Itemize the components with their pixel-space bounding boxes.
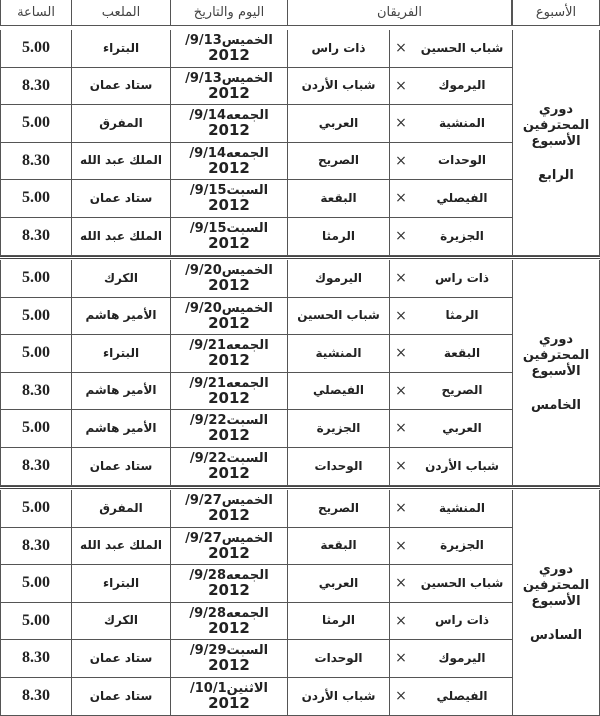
versus-mark: × <box>390 218 412 257</box>
kickoff-time: 8.30 <box>0 373 72 411</box>
match-day-month: 9/15/ <box>190 183 227 198</box>
match-day: الجمعه <box>226 568 269 583</box>
away-team: الصريح <box>288 490 390 528</box>
match-day-month: 9/22/ <box>190 413 227 428</box>
match-day: الاثنين <box>227 681 268 696</box>
match-day: الجمعه <box>226 146 269 161</box>
match-day-month: 9/28/ <box>189 568 226 583</box>
away-team: الجزيرة <box>288 410 390 448</box>
match-day: الخميس <box>222 263 273 278</box>
block-separator <box>0 486 600 489</box>
match-date <box>171 640 288 678</box>
venue: البتراء <box>72 335 171 373</box>
match-day-month: 9/22/ <box>190 451 227 466</box>
versus-mark: × <box>390 335 412 373</box>
home-team: اليرموك <box>412 640 512 678</box>
versus-mark: × <box>390 180 412 218</box>
header-week: الأسبوع <box>512 0 600 26</box>
match-date <box>171 298 288 336</box>
match-year: 2012 <box>208 48 250 62</box>
versus-mark: × <box>390 298 412 336</box>
venue: ستاد عمان <box>72 448 171 487</box>
match-date <box>171 565 288 603</box>
versus-mark: × <box>390 143 412 181</box>
match-year: 2012 <box>208 161 250 175</box>
match-day: السبت <box>227 451 269 466</box>
match-day: الجمعه <box>226 108 269 123</box>
match-day-month: 9/14/ <box>189 146 226 161</box>
match-day-month: 9/20/ <box>185 301 222 316</box>
match-year: 2012 <box>208 696 250 710</box>
match-year: 2012 <box>208 316 250 330</box>
kickoff-time: 8.30 <box>0 640 72 678</box>
match-year: 2012 <box>208 86 250 100</box>
match-day: الجمعه <box>226 606 269 621</box>
venue: الكرك <box>72 603 171 641</box>
kickoff-time: 5.00 <box>0 298 72 336</box>
match-day: الجمعه <box>226 376 269 391</box>
match-date <box>171 260 288 298</box>
match-year: 2012 <box>208 123 250 137</box>
home-team: البقعة <box>412 335 512 373</box>
match-year: 2012 <box>208 621 250 635</box>
week-label <box>512 30 600 256</box>
home-team: الفيصلي <box>412 180 512 218</box>
match-day: الخميس <box>222 301 273 316</box>
kickoff-time: 8.30 <box>0 68 72 106</box>
match-day: السبت <box>227 643 269 658</box>
home-team: الجزيرة <box>412 528 512 566</box>
match-day: السبت <box>227 221 269 236</box>
away-team: البقعة <box>288 180 390 218</box>
away-team: الرمثا <box>288 603 390 641</box>
kickoff-time: 8.30 <box>0 448 72 487</box>
match-day-month: 9/13/ <box>185 33 222 48</box>
kickoff-time: 5.00 <box>0 565 72 603</box>
match-date <box>171 490 288 528</box>
week-label <box>512 490 600 716</box>
venue: الملك عبد الله <box>72 218 171 257</box>
home-team: اليرموك <box>412 68 512 106</box>
venue: الأمير هاشم <box>72 410 171 448</box>
match-year: 2012 <box>208 428 250 442</box>
week-label <box>512 260 600 486</box>
away-team: الصريح <box>288 143 390 181</box>
venue: البتراء <box>72 565 171 603</box>
kickoff-time: 5.00 <box>0 260 72 298</box>
match-day-month: 9/27/ <box>185 531 222 546</box>
kickoff-time: 5.00 <box>0 335 72 373</box>
match-day: الخميس <box>222 493 273 508</box>
away-team: الرمثا <box>288 218 390 257</box>
versus-mark: × <box>390 373 412 411</box>
home-team: شباب الأردن <box>412 448 512 487</box>
match-day: السبت <box>227 413 269 428</box>
versus-mark: × <box>390 678 412 716</box>
match-date <box>171 603 288 641</box>
kickoff-time: 5.00 <box>0 410 72 448</box>
home-team: المنشية <box>412 490 512 528</box>
match-day-month: 9/21/ <box>189 376 226 391</box>
home-team: ذات راس <box>412 260 512 298</box>
kickoff-time: 8.30 <box>0 678 72 716</box>
match-year: 2012 <box>208 546 250 560</box>
away-team: شباب الأردن <box>288 678 390 716</box>
kickoff-time: 5.00 <box>0 603 72 641</box>
home-team: شباب الحسين <box>412 565 512 603</box>
venue: الملك عبد الله <box>72 528 171 566</box>
match-year: 2012 <box>208 658 250 672</box>
match-year: 2012 <box>208 391 250 405</box>
venue: البتراء <box>72 30 171 68</box>
venue: المفرق <box>72 105 171 143</box>
match-year: 2012 <box>208 353 250 367</box>
match-date <box>171 143 288 181</box>
week-name: الخامس <box>531 398 581 414</box>
match-day: الخميس <box>222 33 273 48</box>
home-team: الوحدات <box>412 143 512 181</box>
away-team: العربي <box>288 565 390 603</box>
match-date <box>171 335 288 373</box>
versus-mark: × <box>390 603 412 641</box>
versus-mark: × <box>390 490 412 528</box>
match-day: السبت <box>227 183 269 198</box>
league-name: دوري المحترفين الأسبوع <box>519 102 593 150</box>
match-year: 2012 <box>208 583 250 597</box>
match-date <box>171 410 288 448</box>
match-date <box>171 218 288 257</box>
match-date <box>171 30 288 68</box>
kickoff-time: 8.30 <box>0 528 72 566</box>
versus-mark: × <box>390 448 412 487</box>
versus-mark: × <box>390 640 412 678</box>
venue: الملك عبد الله <box>72 143 171 181</box>
kickoff-time: 5.00 <box>0 105 72 143</box>
kickoff-time: 5.00 <box>0 490 72 528</box>
venue: الكرك <box>72 260 171 298</box>
venue: ستاد عمان <box>72 180 171 218</box>
home-team: العربي <box>412 410 512 448</box>
match-year: 2012 <box>208 508 250 522</box>
match-day-month: 9/28/ <box>189 606 226 621</box>
home-team: شباب الحسين <box>412 30 512 68</box>
kickoff-time: 8.30 <box>0 218 72 257</box>
kickoff-time: 5.00 <box>0 30 72 68</box>
venue: الأمير هاشم <box>72 373 171 411</box>
away-team: البقعة <box>288 528 390 566</box>
versus-mark: × <box>390 565 412 603</box>
venue: ستاد عمان <box>72 640 171 678</box>
match-year: 2012 <box>208 198 250 212</box>
header-venue: الملعب <box>72 0 171 26</box>
kickoff-time: 8.30 <box>0 143 72 181</box>
away-team: المنشية <box>288 335 390 373</box>
home-team: الصريح <box>412 373 512 411</box>
versus-mark: × <box>390 30 412 68</box>
match-year: 2012 <box>208 236 250 250</box>
match-day-month: 9/29/ <box>190 643 227 658</box>
versus-mark: × <box>390 68 412 106</box>
league-name: دوري المحترفين الأسبوع <box>519 332 593 380</box>
match-day-month: 9/15/ <box>190 221 227 236</box>
match-day-month: 9/13/ <box>185 71 222 86</box>
venue: ستاد عمان <box>72 678 171 716</box>
versus-mark: × <box>390 410 412 448</box>
week-name: الرابع <box>538 168 574 184</box>
away-team: اليرموك <box>288 260 390 298</box>
week-name: السادس <box>530 628 582 644</box>
league-name: دوري المحترفين الأسبوع <box>519 562 593 610</box>
match-year: 2012 <box>208 278 250 292</box>
match-day-month: 9/21/ <box>189 338 226 353</box>
match-date <box>171 373 288 411</box>
home-team: الرمثا <box>412 298 512 336</box>
match-day: الجمعه <box>226 338 269 353</box>
away-team: الوحدات <box>288 448 390 487</box>
away-team: الفيصلي <box>288 373 390 411</box>
versus-mark: × <box>390 260 412 298</box>
away-team: شباب الأردن <box>288 68 390 106</box>
away-team: العربي <box>288 105 390 143</box>
header-teams: الفريقان <box>288 0 512 26</box>
match-year: 2012 <box>208 466 250 480</box>
header-time: الساعة <box>0 0 72 26</box>
match-day-month: 10/1/ <box>190 681 227 696</box>
match-day-month: 9/20/ <box>185 263 222 278</box>
match-date <box>171 105 288 143</box>
away-team: ذات راس <box>288 30 390 68</box>
match-day-month: 9/27/ <box>185 493 222 508</box>
home-team: ذات راس <box>412 603 512 641</box>
kickoff-time: 5.00 <box>0 180 72 218</box>
home-team: المنشية <box>412 105 512 143</box>
versus-mark: × <box>390 105 412 143</box>
match-day-month: 9/14/ <box>189 108 226 123</box>
match-date <box>171 68 288 106</box>
venue: الأمير هاشم <box>72 298 171 336</box>
home-team: الجزيرة <box>412 218 512 257</box>
match-date <box>171 180 288 218</box>
header-date: اليوم والتاريخ <box>171 0 288 26</box>
away-team: شباب الحسين <box>288 298 390 336</box>
venue: المفرق <box>72 490 171 528</box>
match-day: الخميس <box>222 531 273 546</box>
home-team: الفيصلي <box>412 678 512 716</box>
away-team: الوحدات <box>288 640 390 678</box>
match-day: الخميس <box>222 71 273 86</box>
match-date <box>171 528 288 566</box>
match-date <box>171 678 288 716</box>
venue: ستاد عمان <box>72 68 171 106</box>
block-separator <box>0 256 600 259</box>
versus-mark: × <box>390 528 412 566</box>
match-date <box>171 448 288 487</box>
